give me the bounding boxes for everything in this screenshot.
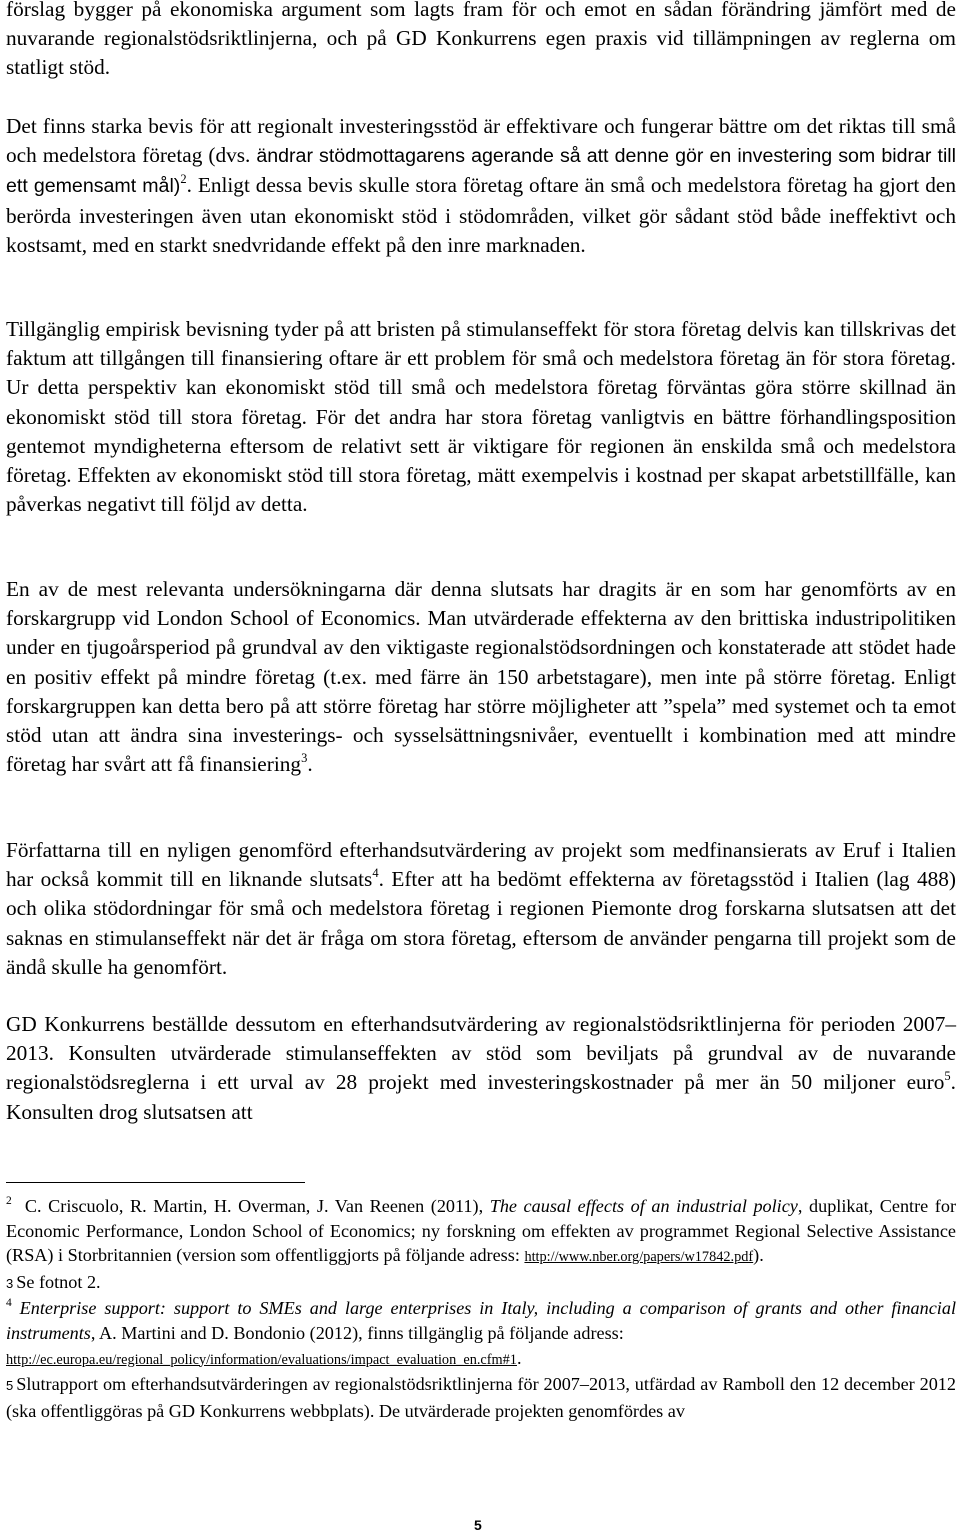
- footnote-4: [6, 1296, 956, 1372]
- footnote-4-rest: , A. Martini and D. Bondonio (2012), finns tillgänglig på följande adress:: [90, 1322, 624, 1343]
- paragraph-3-text: Tillgänglig empirisk bevisning tyder på att bristen på stimulanseffekt för stora företag delvis kan tillskrivas det faktum att tillgången till finansiering oftare är ett problem för små och medelstora företag än för stora företag. Ur detta perspektiv kan ekonomiskt stöd till små och medelstora företag förväntas göra större skillnad än ekonomiskt stöd till stora företag. För det andra har stora företag vanligtvis en bättre förhandlingsposition gentemot myndigheterna eftersom de relativt sett är viktigare för regionen än enskilda små och medelstora företag. Effekten av ekonomiskt stöd till stora företag, mätt exempelvis i kostnad per skapat arbetstillfälle, kan påverkas negativt till följd av detta.: [6, 317, 956, 517]
- footnote-3: [6, 1270, 956, 1297]
- footnote-4-number: 4: [6, 1297, 12, 1310]
- paragraph-6: [6, 1010, 956, 1127]
- footnote-3-text: Se fotnot 2.: [16, 1271, 101, 1292]
- paragraph-2-text-b: . Enligt dessa bevis skulle stora företag oftare än små och medelstora företag ha gjort den berörda investeringen även utan ekonomiskt stöd i stödområden, vilket gör sådant stöd både ineffektivt och kostsamt, med en starkt snedvridande effekt på den inre marknaden.: [6, 173, 956, 257]
- footnote-3-number: 3: [6, 1275, 14, 1291]
- paragraph-1-text: förslag bygger på ekonomiska argument som lagts fram för och emot en sådan förändring jämfört med de nuvarande regionalstödsriktlinjerna, och på GD Konkurrens egen praxis vid tillämpningen av reglerna om statligt stöd.: [6, 0, 956, 80]
- footnote-4-link[interactable]: http://ec.europa.eu/regional_policy/information/evaluations/impact_evaluation_en.cfm#1: [6, 1351, 517, 1368]
- footnote-2-authors: C. Criscuolo, R. Martin, H. Overman, J. Van Reenen (2011),: [24, 1196, 484, 1216]
- footnote-2: [6, 1194, 956, 1270]
- footnote-2-number: 2: [6, 1195, 12, 1207]
- paragraph-6-text-b: . Konsulten drog slutsatsen att: [6, 1070, 956, 1124]
- paragraph-5: [6, 836, 956, 982]
- paragraph-4-text-a: En av de mest relevanta undersökningarna där denna slutsats har dragits är en som har genomförts av en forskargrupp vid London School of Economics. Man utvärderade effekterna av den brittiska industripolitiken under en tjugoårsperiod på grundval av den viktigaste regionalstödsordningen och konstaterade att stödet hade en positiv effekt på mindre företag (t.ex. med färre än 150 arbetstagare), men inte på större företag. Enligt forskargruppen kan detta bero på att större företag har större möjligheter att ”spela” med systemet och ta emot stöd utan att ändra sina investerings- och sysselsättningsnivåer, eventuellt i kombination med att mindre företag har svårt att få finansiering: [6, 577, 956, 777]
- footnote-5-text: Slutrapport om efterhandsutvärderingen av regionalstödsriktlinjerna för 2007–2013, utfärdad av Ramboll den 12 december 2012 (ska offentliggöras på GD Konkurrens webbplats). De utvärderade projekten genomfördes av: [6, 1374, 956, 1421]
- footnote-separator: [6, 1182, 305, 1183]
- footnote-ref-2[interactable]: 2: [180, 172, 187, 187]
- paragraph-4: [6, 575, 956, 779]
- paragraph-4-text-b: .: [307, 752, 313, 777]
- footnote-4-end: .: [516, 1347, 522, 1368]
- footnote-ref-3[interactable]: 3: [301, 751, 308, 766]
- footnote-ref-5[interactable]: 5: [944, 1069, 951, 1084]
- paragraph-6-text-a: GD Konkurrens beställde dessutom en efterhandsutvärdering av regionalstödsriktlinjerna för perioden 2007–2013. Konsulten utvärderade stimulanseffekten av stöd som beviljats på grundval av de nuvarande regionalstödsreglerna i ett urval av 28 projekt med investeringskostnader på mer än 50 miljoner euro: [6, 1012, 956, 1095]
- footnote-5: [6, 1372, 956, 1423]
- paragraph-5-text-b: . Efter att ha bedömt effekterna av företagsstöd i Italien (lag 488) och olika stödordningar för små och medelstora företag i regionen Piemonte drog forskarna slutsatsen att det saknas en stimulanseffekt när det är fråga om stora företag, eftersom de använder pengarna till projekt som de ändå skulle ha genomfört.: [6, 867, 956, 979]
- footnote-2-title: The causal effects of an industrial policy: [489, 1196, 798, 1216]
- footnote-ref-4[interactable]: 4: [372, 866, 379, 881]
- paragraph-2-text-a: Det finns starka bevis för att regionalt investeringsstöd är effektivare och fungerar bättre om det riktas till små och medelstora företag (dvs.: [6, 114, 956, 168]
- footnote-4-title: Enterprise support: support to SMEs and large enterprises in Italy, including a comparison of grants and other financial instruments: [6, 1298, 956, 1343]
- paragraph-2: [6, 112, 956, 260]
- footnotes: [6, 1194, 956, 1423]
- footnote-5-number: 5: [6, 1378, 14, 1394]
- paragraph-1: [6, 0, 956, 83]
- paragraph-2-text-sans: ändrar stödmottagarens agerande så att denne gör en investering som bidrar till ett gemensamt mål): [6, 145, 957, 198]
- page-number: 5: [474, 1517, 482, 1533]
- paragraph-5-text-a: Författarna till en nyligen genomförd efterhandsutvärdering av projekt som medfinansierats av Eruf i Italien har också kommit till en liknande slutsats: [6, 838, 956, 892]
- footnote-2-rest: , duplikat, Centre for Economic Performance, London School of Economics; ny forskning om effekten av programmet Regional Selective Assistance (RSA) i Storbritannien (version som offentliggjorts på följande adress:: [6, 1196, 956, 1266]
- paragraph-3: [6, 315, 956, 519]
- footnote-2-end: ).: [753, 1245, 764, 1266]
- footnote-2-link[interactable]: http://www.nber.org/papers/w17842.pdf: [524, 1249, 754, 1266]
